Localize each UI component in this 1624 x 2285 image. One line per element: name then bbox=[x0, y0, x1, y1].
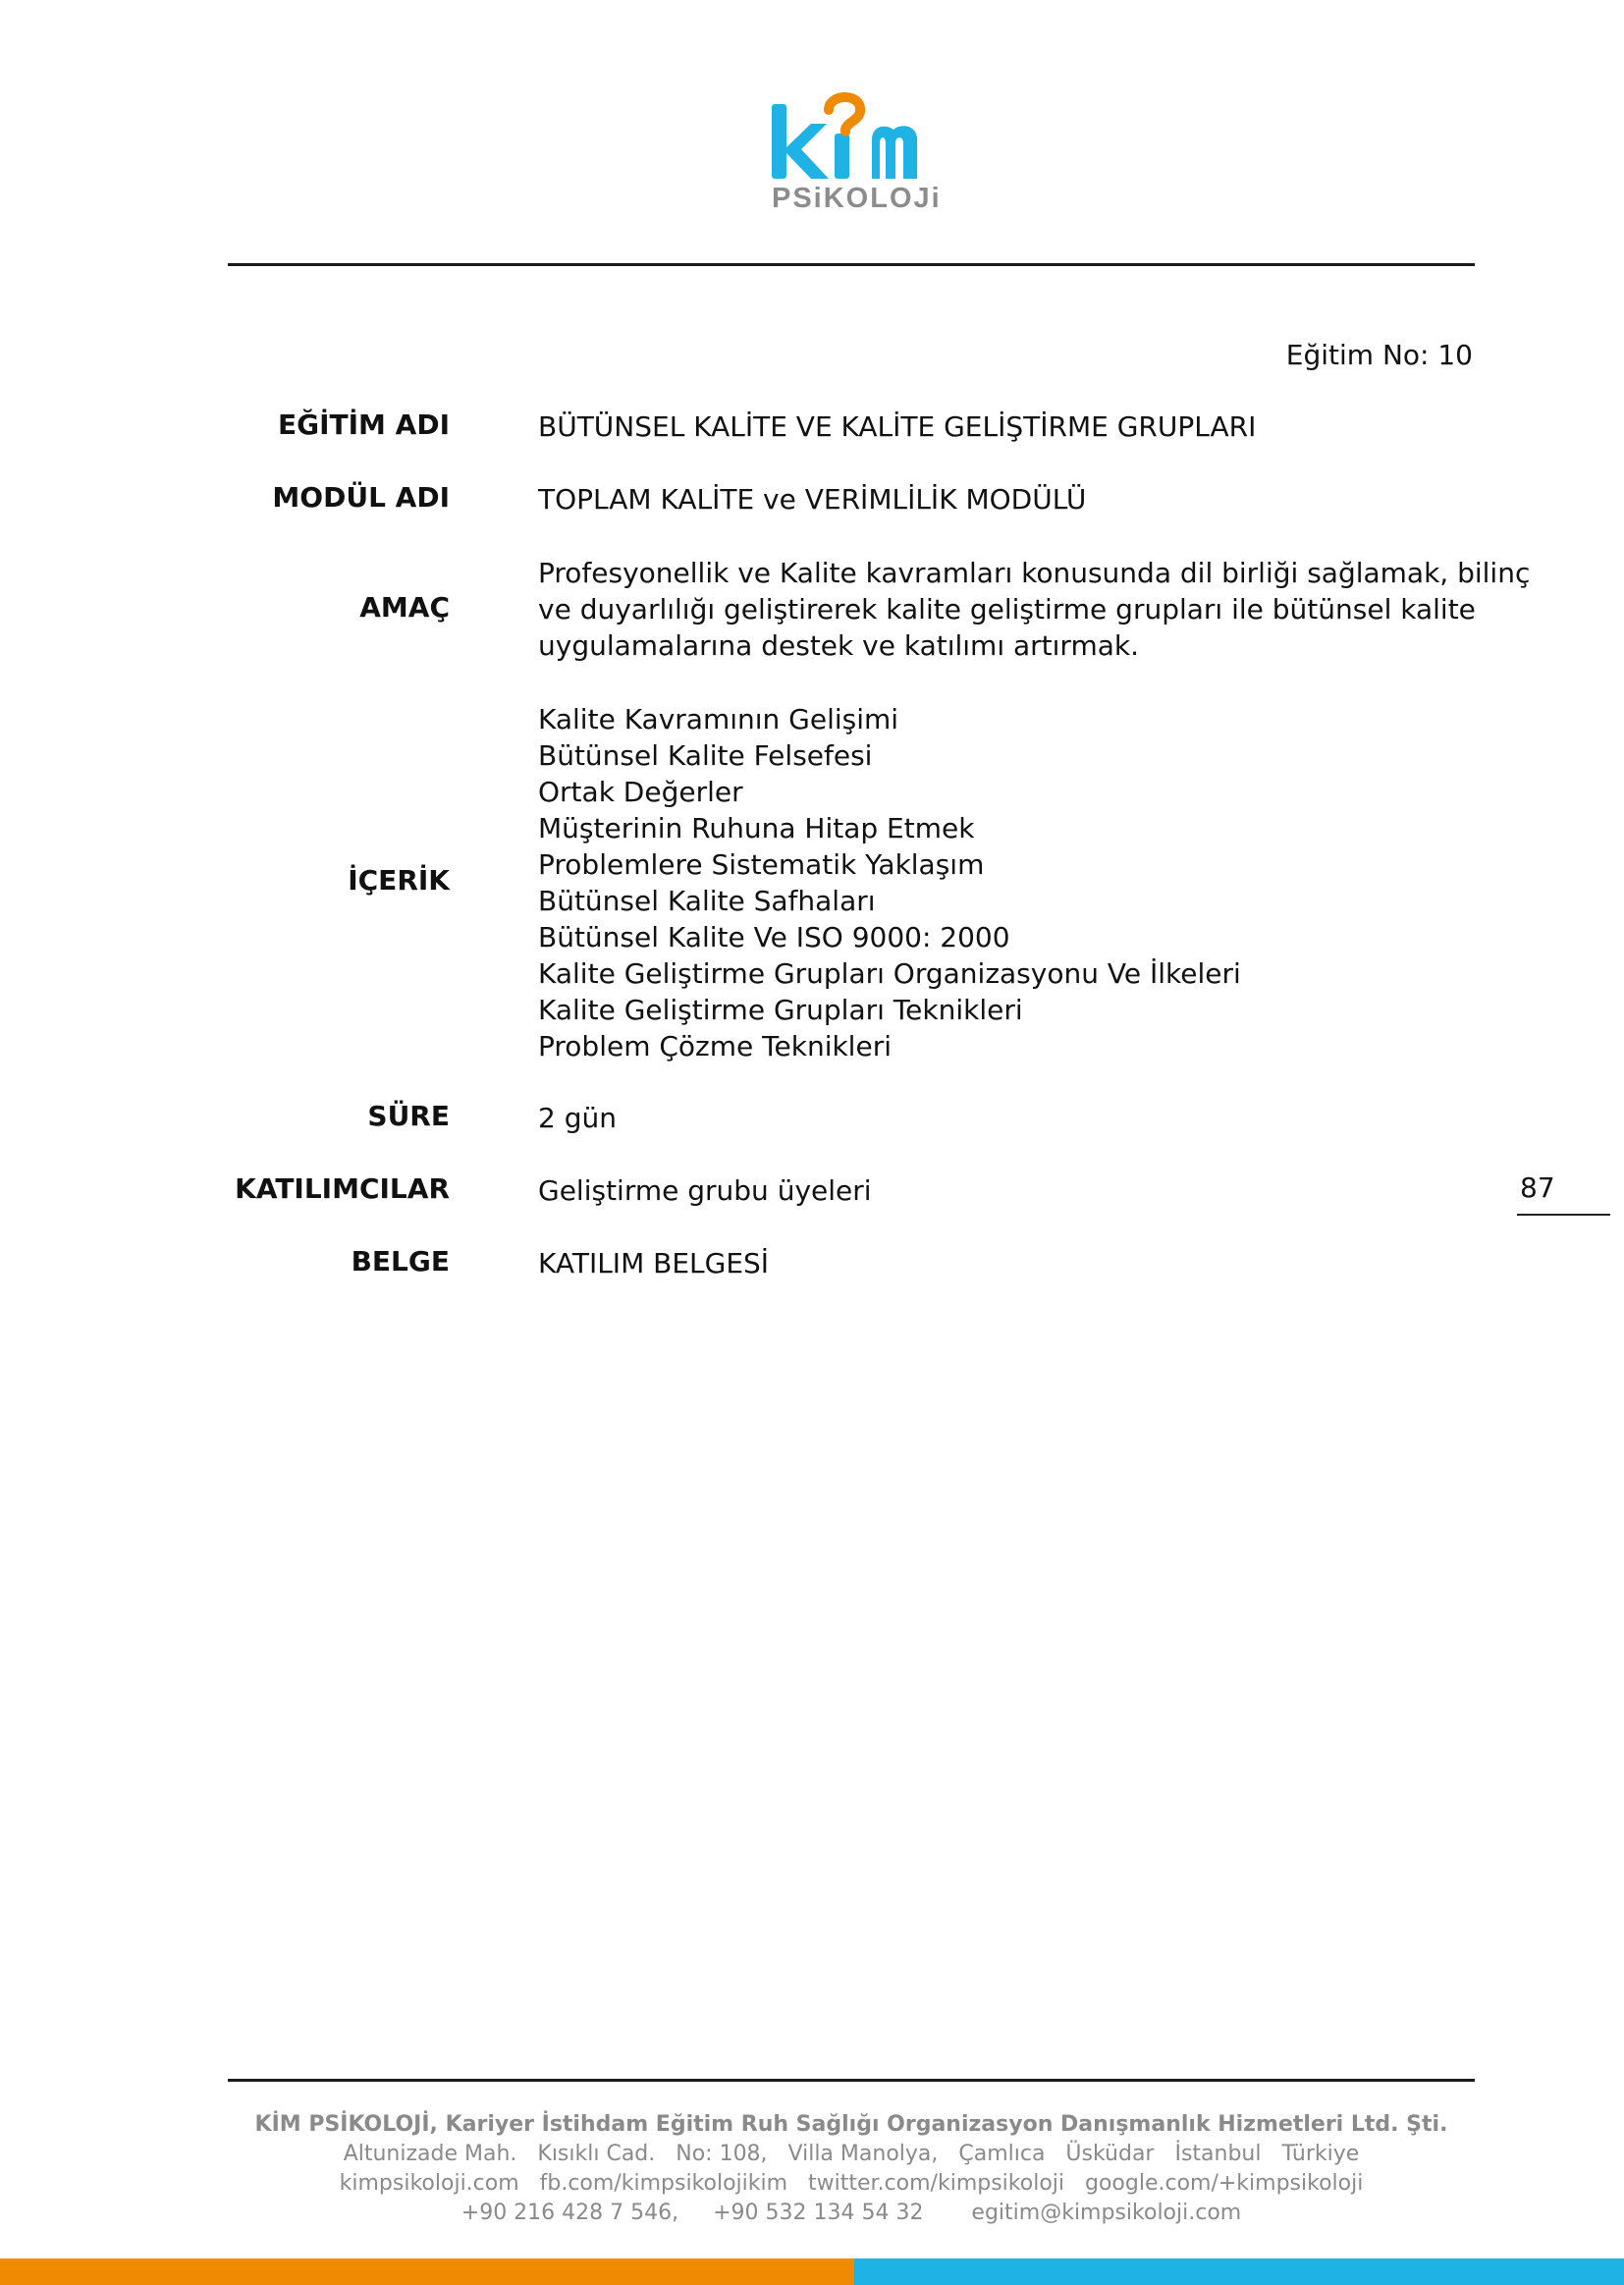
training-number: Eğitim No: 10 bbox=[1285, 339, 1473, 371]
purpose-label: AMAÇ bbox=[359, 591, 450, 624]
page-number-underline bbox=[1517, 1214, 1610, 1216]
purpose-line: uygulamalarına destek ve katılımı artırmak. bbox=[538, 629, 1139, 662]
content-item: Bütünsel Kalite Ve ISO 9000: 2000 bbox=[538, 921, 1010, 953]
duration-label: SÜRE bbox=[367, 1100, 450, 1132]
module-name-label: MODÜL ADI bbox=[272, 481, 450, 514]
content-item: Müşterinin Ruhuna Hitap Etmek bbox=[538, 812, 975, 844]
training-name-value: BÜTÜNSEL KALİTE VE KALİTE GELİŞTİRME GRUPLARI bbox=[538, 410, 1257, 443]
footer-bar-blue bbox=[854, 2258, 1624, 2285]
certificate-value: KATILIM BELGESİ bbox=[538, 1247, 770, 1279]
content-item: Bütünsel Kalite Felsefesi bbox=[538, 739, 873, 772]
content-list bbox=[538, 701, 1422, 1064]
footer-company: KİM PSİKOLOJİ, Kariyer İstihdam Eğitim Ruh Sağlığı Organizasyon Danışmanlık Hizmetleri Ltd. Şti. bbox=[254, 2112, 1448, 2137]
content-item: Problemlere Sistematik Yaklaşım bbox=[538, 848, 985, 881]
module-name-value: TOPLAM KALİTE ve VERİMLİLİK MODÜLÜ bbox=[538, 483, 1087, 516]
purpose-line: ve duyarlılığı geliştirerek kalite geliştirme grupları ile bütünsel kalite bbox=[538, 593, 1476, 626]
participants-label: KATILIMCILAR bbox=[235, 1172, 450, 1205]
logo-subtitle: PSiKOLOJi bbox=[772, 183, 942, 214]
content-item: Kalite Geliştirme Grupları Teknikleri bbox=[538, 994, 1023, 1026]
training-name-label: EĞİTİM ADI bbox=[278, 408, 450, 441]
content-item: Problem Çözme Teknikleri bbox=[538, 1030, 892, 1062]
content-label: İÇERİK bbox=[348, 864, 450, 897]
footer bbox=[228, 2110, 1475, 2228]
content-item: Ortak Değerler bbox=[538, 776, 743, 808]
footer-divider bbox=[228, 2079, 1475, 2082]
footer-links: kimpsikoloji.com fb.com/kimpsikolojikim twitter.com/kimpsikoloji google.com/+kimpsikoloji bbox=[339, 2171, 1364, 2196]
footer-bar-orange bbox=[0, 2258, 854, 2285]
kim-logo-mark bbox=[768, 90, 935, 189]
page-number: 87 bbox=[1520, 1171, 1555, 1204]
footer-address: Altunizade Mah. Kısıklı Cad. No: 108, Villa Manolya, Çamlıca Üsküdar İstanbul Türkiye bbox=[343, 2142, 1360, 2166]
content-item: Kalite Kavramının Gelişimi bbox=[538, 703, 899, 735]
content-item: Bütünsel Kalite Safhaları bbox=[538, 885, 876, 917]
participants-value: Geliştirme grubu üyeleri bbox=[538, 1174, 872, 1207]
footer-contact: +90 216 428 7 546, +90 532 134 54 32 egitim@kimpsikoloji.com bbox=[460, 2201, 1242, 2225]
certificate-label: BELGE bbox=[351, 1245, 450, 1278]
purpose-value bbox=[538, 555, 1531, 664]
duration-value: 2 gün bbox=[538, 1102, 617, 1134]
header-divider bbox=[228, 263, 1475, 266]
content-item: Kalite Geliştirme Grupları Organizasyonu Ve İlkeleri bbox=[538, 957, 1241, 990]
company-logo bbox=[768, 90, 942, 218]
purpose-line: Profesyonellik ve Kalite kavramları konusunda dil birliği sağlamak, bilinç bbox=[538, 557, 1531, 589]
